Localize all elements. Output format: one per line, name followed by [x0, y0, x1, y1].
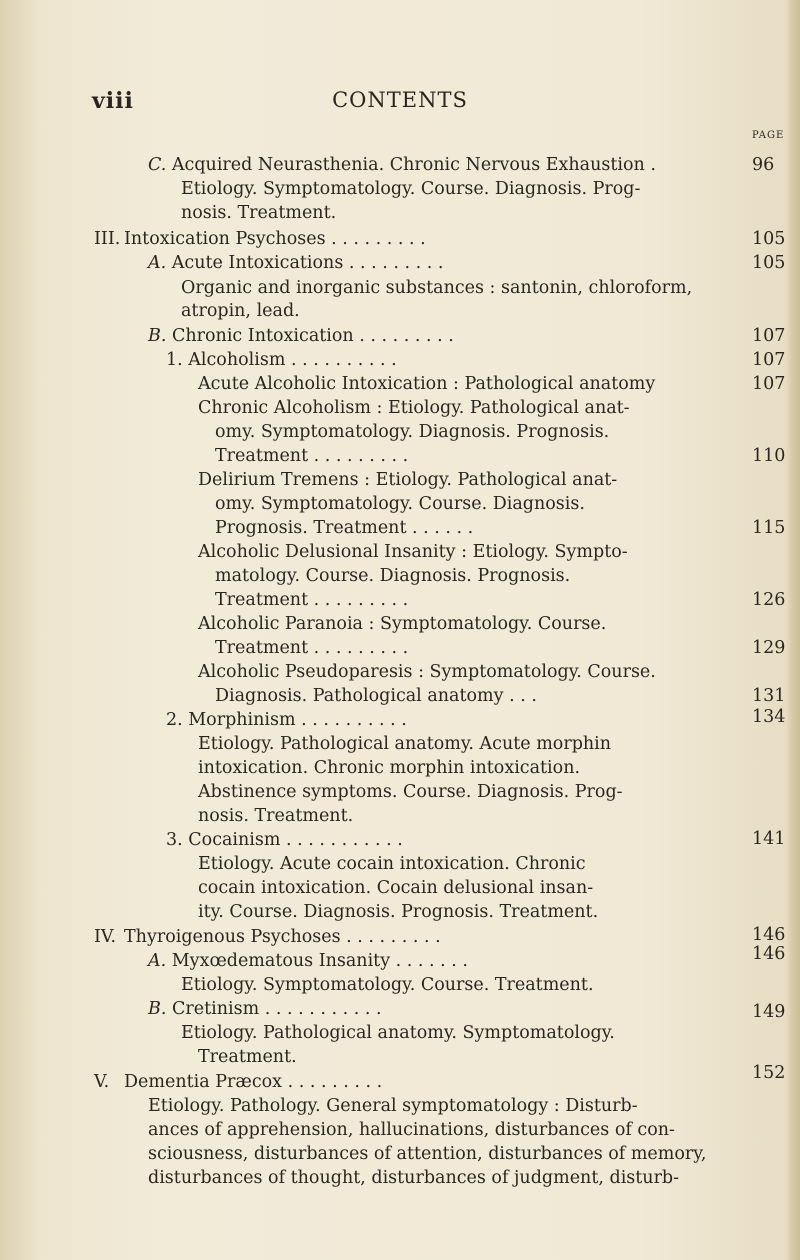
toc-text: Etiology. Symptomatology. Course. Diagnosis. Prog-	[181, 179, 641, 199]
toc-text: Intoxication Psychoses . . . . . . . . .	[124, 229, 426, 249]
toc-line	[148, 1119, 675, 1141]
toc-marker: III.	[94, 229, 121, 249]
page-number: viii	[92, 88, 134, 114]
toc-text: Chronic Intoxication . . . . . . . . .	[172, 326, 454, 346]
toc-page-number: 105	[752, 229, 786, 249]
toc-text: Alcoholic Delusional Insanity : Etiology. Sympto-	[198, 542, 628, 562]
toc-text: Acute Alcoholic Intoxication : Pathological anatomy	[198, 374, 656, 394]
toc-marker: B.	[148, 326, 172, 346]
toc-line	[94, 228, 426, 250]
toc-line	[198, 397, 630, 419]
toc-line	[215, 493, 585, 515]
toc-text: Treatment.	[198, 1047, 297, 1067]
toc-text: Chronic Alcoholism : Etiology. Pathological anat-	[198, 398, 630, 418]
toc-page-number: 152	[752, 1063, 786, 1083]
toc-marker: 1.	[166, 350, 189, 370]
toc-text: Alcoholism . . . . . . . . . .	[188, 350, 397, 370]
toc-text: nosis. Treatment.	[181, 203, 337, 223]
toc-text: sciousness, disturbances of attention, disturbances of memory,	[148, 1144, 707, 1164]
toc-text: matology. Course. Diagnosis. Prognosis.	[215, 566, 571, 586]
toc-text: atropin, lead.	[181, 301, 300, 321]
toc-text: disturbances of thought, disturbances of judgment, disturb-	[148, 1168, 680, 1188]
toc-line	[148, 998, 382, 1020]
toc-line	[166, 829, 403, 851]
toc-text: Cretinism . . . . . . . . . . .	[172, 999, 382, 1019]
toc-text: Treatment . . . . . . . . .	[215, 590, 409, 610]
toc-text: Alcoholic Pseudoparesis : Symptomatology. Course.	[198, 662, 656, 682]
toc-text: Etiology. Pathological anatomy. Symptomatology.	[181, 1023, 615, 1043]
toc-text: Acute Intoxications . . . . . . . . .	[171, 253, 444, 273]
toc-page-number: 96	[752, 155, 775, 175]
toc-page-number: 131	[752, 686, 786, 706]
toc-text: nosis. Treatment.	[198, 806, 354, 826]
toc-line	[148, 1167, 679, 1189]
toc-text: Morphinism . . . . . . . . . .	[188, 710, 407, 730]
toc-text: omy. Symptomatology. Diagnosis. Prognosis.	[215, 422, 610, 442]
toc-text: Myxœdematous Insanity . . . . . . .	[171, 951, 468, 971]
toc-line	[215, 685, 537, 707]
toc-text: Prognosis. Treatment . . . . . .	[215, 518, 474, 538]
toc-text: Cocainism . . . . . . . . . . .	[188, 830, 403, 850]
toc-line	[198, 373, 655, 395]
toc-text: Treatment . . . . . . . . .	[215, 638, 409, 658]
toc-line	[198, 853, 586, 875]
toc-line	[181, 178, 640, 200]
toc-marker: B.	[148, 999, 172, 1019]
toc-line	[215, 421, 609, 443]
toc-line	[198, 757, 580, 779]
toc-text: intoxication. Chronic morphin intoxication.	[198, 758, 581, 778]
toc-line	[166, 349, 397, 371]
toc-line	[198, 469, 617, 491]
toc-line	[148, 1095, 638, 1117]
toc-marker: IV.	[94, 927, 117, 947]
toc-marker: A.	[148, 951, 172, 971]
toc-marker: 2.	[166, 710, 189, 730]
toc-marker: A.	[148, 253, 172, 273]
toc-text: ances of apprehension, hallucinations, disturbances of con-	[148, 1120, 675, 1140]
toc-line	[148, 950, 468, 972]
toc-page-number: 146	[752, 925, 786, 945]
toc-line	[181, 300, 300, 322]
page-column-label: PAGE	[752, 130, 785, 141]
toc-marker: 3.	[166, 830, 189, 850]
page-edge	[786, 0, 800, 1260]
toc-line	[148, 154, 656, 176]
toc-page-number: 134	[752, 707, 786, 727]
toc-text: Abstinence symptoms. Course. Diagnosis. Prog-	[198, 782, 623, 802]
toc-text: Alcoholic Paranoia : Symptomatology. Course.	[198, 614, 607, 634]
toc-text: ity. Course. Diagnosis. Prognosis. Treatment.	[198, 902, 599, 922]
toc-text: Organic and inorganic substances : santonin, chloroform,	[181, 278, 693, 298]
page-gutter-shadow	[0, 0, 40, 1260]
toc-line	[198, 1046, 297, 1068]
toc-text: Etiology. Pathology. General symptomatology : Disturb-	[148, 1096, 638, 1116]
toc-text: Treatment . . . . . . . . .	[215, 446, 409, 466]
toc-line	[198, 781, 623, 803]
page-title: CONTENTS	[332, 88, 468, 112]
toc-line	[215, 517, 473, 539]
toc-text: Delirium Tremens : Etiology. Pathological anat-	[198, 470, 618, 490]
toc-text: omy. Symptomatology. Course. Diagnosis.	[215, 494, 585, 514]
toc-text: Etiology. Acute cocain intoxication. Chronic	[198, 854, 586, 874]
toc-line	[215, 637, 408, 659]
toc-text: Thyroigenous Psychoses . . . . . . . . .	[124, 927, 441, 947]
toc-page-number: 126	[752, 590, 786, 610]
toc-line	[181, 277, 692, 299]
toc-page-number: 105	[752, 253, 786, 273]
toc-text: Acquired Neurasthenia. Chronic Nervous Exhaustion .	[171, 155, 656, 175]
toc-line	[148, 252, 443, 274]
toc-line	[148, 325, 454, 347]
toc-page-number: 107	[752, 350, 786, 370]
toc-text: Diagnosis. Pathological anatomy . . .	[215, 686, 537, 706]
toc-line	[181, 1022, 615, 1044]
toc-page-number: 129	[752, 638, 786, 658]
toc-page-number: 146	[752, 944, 786, 964]
toc-page-number: 141	[752, 829, 786, 849]
toc-line	[166, 709, 407, 731]
toc-line	[198, 613, 606, 635]
toc-line	[198, 877, 593, 899]
toc-page-number: 115	[752, 518, 786, 538]
toc-line	[94, 1071, 382, 1093]
toc-line	[181, 202, 336, 224]
toc-text: Dementia Præcox . . . . . . . . .	[124, 1072, 383, 1092]
toc-line	[198, 541, 628, 563]
toc-page-number: 107	[752, 374, 786, 394]
toc-line	[198, 733, 611, 755]
toc-line	[94, 926, 441, 948]
toc-text: Etiology. Symptomatology. Course. Treatment.	[181, 975, 594, 995]
toc-line	[215, 565, 570, 587]
toc-line	[215, 589, 408, 611]
toc-page-number: 107	[752, 326, 786, 346]
toc-text: cocain intoxication. Cocain delusional insan-	[198, 878, 594, 898]
toc-line	[181, 974, 594, 996]
toc-marker: C.	[148, 155, 172, 175]
toc-page-number: 149	[752, 1002, 786, 1022]
toc-line	[198, 805, 353, 827]
toc-line	[148, 1143, 706, 1165]
toc-page-number: 110	[752, 446, 786, 466]
toc-text: Etiology. Pathological anatomy. Acute morphin	[198, 734, 612, 754]
toc-marker: V.	[94, 1072, 110, 1092]
toc-line	[198, 901, 598, 923]
toc-line	[198, 661, 656, 683]
toc-line	[215, 445, 408, 467]
